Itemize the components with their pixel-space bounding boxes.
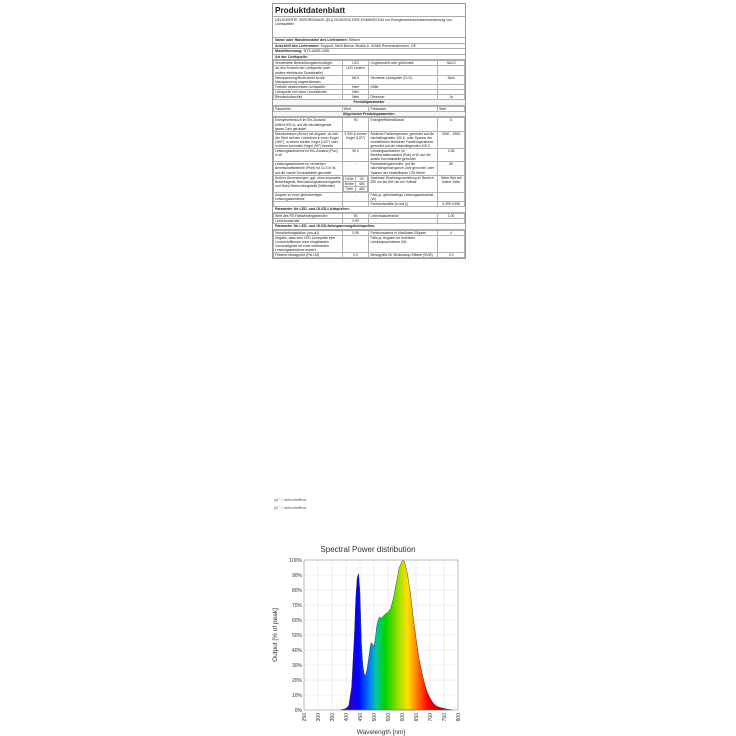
param-name (369, 218, 438, 223)
chart-title: Spectral Power distribution (320, 545, 416, 554)
x-tick-label: 350 (329, 713, 336, 722)
y-axis-label: Output [% of peak] (272, 608, 279, 662)
y-tick-label: 70% (291, 602, 302, 609)
param-name: Wert des R9-Farbwiedergabeindex (274, 213, 343, 218)
param-value: Nein (342, 84, 369, 89)
param-value: 90,0 (342, 149, 369, 162)
param-name: Ungebündelt oder gebündelt: (369, 61, 438, 66)
product-datasheet (272, 3, 466, 259)
param-value: NDLS (438, 61, 465, 66)
param-value: 90 (342, 118, 369, 131)
x-tick-label: 750 (441, 713, 448, 722)
param-name: Leistungsaufnahme im Ein-Zustand (Pon) in W (274, 149, 343, 162)
general-param-row (274, 149, 465, 162)
param-value: - (438, 235, 465, 252)
param-value: G (438, 118, 465, 131)
type-table (273, 60, 465, 100)
param-name: Angabe zu einer gleichwertigen Leistungsaufnahme (274, 192, 343, 201)
param-value: Siehe Bild auf letzter Seite (438, 175, 465, 192)
param-name: Blendschutzschild (274, 95, 343, 100)
type-row (274, 75, 465, 84)
general-param-row (274, 202, 465, 207)
param-name: Farbkonsistenz in MacAdam-Ellipsen (369, 230, 438, 235)
param-value: - (438, 192, 465, 201)
datasheet-title: Produktdatenblatt (273, 4, 465, 17)
x-tick-label: 500 (371, 713, 378, 722)
model-label: Modellkennung: (275, 49, 303, 54)
param-name: Ähnliche Farbtemperatur, gerundet auf die nächstliegenden 100 K, oder Spanne der einstellbaren ähnlichen Farbtemperaturen, gerundet auf die nächstliegenden 100 K (369, 131, 438, 148)
param-value: - (438, 84, 465, 89)
param-value: 0,0 (438, 253, 465, 258)
param-value: Nein (342, 89, 369, 94)
param-value: Nein (438, 75, 465, 84)
dimension-name: Breite (345, 181, 354, 186)
param-value: LED Leisten (342, 66, 369, 75)
param-name: Verwendete Beleuchtungstechnologie: (274, 61, 343, 66)
supplier-label: Name oder Handelsmarke des Lieferanten: (275, 38, 348, 42)
y-tick-label: 0% (294, 707, 302, 714)
mains-param-row (274, 253, 465, 258)
x-tick-label: 650 (413, 713, 420, 722)
param-value: 3 500 in breiter Kegel (120°) (342, 131, 369, 148)
param-value: 0,399 0,396 (438, 202, 465, 207)
x-tick-label: 400 (343, 713, 350, 722)
param-value (438, 218, 465, 223)
param-value: 80 (342, 213, 369, 218)
param-header-2: Parameter (369, 106, 438, 111)
param-name (274, 202, 343, 207)
param-value: 0,0 (342, 253, 369, 258)
led-param-row (274, 218, 465, 223)
param-value: 4 (438, 230, 465, 235)
general-param-row (274, 175, 465, 192)
param-header-1: Parameter (274, 106, 343, 111)
param-value: Nein (342, 95, 369, 100)
param-name: Art des Sockels der Lichtquelle (oder andere elektrische Schnittstelle) (274, 66, 343, 75)
x-tick-label: 800 (455, 713, 462, 722)
param-name: Angabe, dass eine LED-Lichtquelle eine Leuchtstofflampe ohne eingebautes Vorschaltgerät mit einer bestimmten Leistungsaufnahme ersetzt. (274, 235, 343, 252)
general-params-title: Allgemeine Produktparameter: (273, 112, 465, 118)
param-name: Flimmer-Messgröße (Pst LM) (274, 253, 343, 258)
led-table (273, 213, 465, 224)
param-name: Energieeffizienzklasse (369, 118, 438, 131)
param-value: 1,00 (438, 213, 465, 218)
dimension-value: 480 (356, 186, 368, 191)
address-label: Anschrift des Lieferanten: (275, 43, 320, 48)
x-tick-label: 550 (385, 713, 392, 722)
x-tick-label: 450 (357, 713, 364, 722)
param-value (438, 66, 465, 75)
param-value: 0,99 (342, 218, 369, 223)
mains-params-title: Parameter für LED- und OLED-Netzspannungslichtquellen: (273, 224, 465, 230)
mains-param-row (274, 235, 465, 252)
param-name: Messgröße für Stroboskop-Effekte (SVM) (369, 253, 438, 258)
dimension-value: 480 (356, 181, 368, 186)
footnote-b: (b) "-": nicht zutreffend; (274, 506, 307, 510)
param-value: Ja (438, 95, 465, 100)
param-value (342, 202, 369, 207)
regulation-text: DELEGIERTE VERORDNUNG (EU) 2019/2015 DER KOMMISSION zur Energieverbrauchskennzeichnung von Lichtquellen (273, 17, 465, 38)
param-name: Farbwiedergabeindex, auf die nächstfolgende ganze Zahl gerundet, oder Spanne der einstellbaren CRI-Werte (369, 162, 438, 175)
y-tick-label: 100% (289, 557, 302, 564)
x-tick-label: 300 (315, 713, 322, 722)
y-tick-labels (289, 558, 302, 714)
model-value: NTS-A00E-43W (303, 49, 330, 54)
param-name: Vernetzte Lichtquelle (CLS): (369, 75, 438, 84)
value-header-2: Wert (438, 106, 465, 111)
y-tick-label: 80% (291, 587, 302, 594)
general-table (273, 117, 465, 207)
param-value (342, 175, 369, 192)
x-tick-label: 250 (301, 713, 308, 722)
dimension-name: Höhe (343, 176, 355, 181)
param-name: Netzspannung/Nicht direkt an die Netzspannung angeschlossen: (274, 75, 343, 84)
param-value: LED (342, 61, 369, 66)
param-name: Spektrale Strahlungsverteilung im Bereich 250 nm bis 800 nm bei Volllast (369, 175, 438, 192)
param-name: Energieverbrauch im Ein-Zustand (kWh/1000 h), auf die nächstfolgende ganze Zahl gerundet (274, 118, 343, 131)
param-name: Leistungsaufnahme im vernetzten Bereitschaftsbetrieb (Pnet) für CLS in W, auf die zweite Dezimalstelle gerundet (274, 162, 343, 175)
supplier-value: Nelsen (348, 38, 361, 42)
y-tick-label: 50% (291, 632, 302, 639)
type-section-title: Art der Lichtquelle: (273, 55, 465, 61)
footnotes (274, 496, 307, 512)
general-param-row (274, 192, 465, 201)
general-param-row (274, 131, 465, 148)
general-param-row (274, 118, 465, 131)
mains-table (273, 230, 465, 259)
dimension-value: 00 (356, 176, 368, 181)
x-tick-label: 700 (427, 713, 434, 722)
led-params-title: Parameter für LED- und OLED-Lichtquellen: (273, 207, 465, 213)
y-tick-label: 60% (291, 617, 302, 624)
param-name: Farbwertanteile (x und y) (369, 202, 438, 207)
param-name: Lichtquelle mit hoher Leuchtdichte: (274, 89, 343, 94)
param-name: Leistungsaufnahme im Bereitschaftszustand (Psb) in W, auf die zweite Dezimalstelle gerundet (369, 149, 438, 162)
param-value: 3000…6500 (438, 131, 465, 148)
param-name: Nutzlichtstrom (Φuse) mit Angabe, ob sich der Wert auf den Lichtstrom in einer Kugel (360°), in einem breiten Kegel (120°) oder in einem schmalen Kegel (90°) bezieht (274, 131, 343, 148)
param-name: Dimmbar: (369, 95, 438, 100)
param-name: Hülle: (369, 84, 438, 89)
param-value: MLS (342, 75, 369, 84)
param-name (369, 66, 438, 75)
x-tick-label: 600 (399, 713, 406, 722)
y-tick-label: 10% (291, 692, 302, 699)
param-value: - (342, 235, 369, 252)
product-params-title: Produktparameter (273, 100, 465, 106)
y-tick-label: 30% (291, 662, 302, 669)
param-value: 0,38 (438, 149, 465, 162)
footnote-a: (a) "-": nicht zutreffend; (274, 498, 307, 502)
param-name: Verschiebungsfaktor (cos φ1) (274, 230, 343, 235)
param-name: Farblich abstimmbare Lichtquelle: (274, 84, 343, 89)
param-name: Falls ja, Angabe zur ersetzten Leistungsaufnahme (W) (369, 235, 438, 252)
param-value: - (342, 192, 369, 201)
type-row (274, 95, 465, 100)
spectral-chart (268, 540, 464, 736)
general-param-row (274, 162, 465, 175)
x-tick-labels (302, 713, 462, 722)
value-header-1: Wert (342, 106, 369, 111)
dimension-name: Tiefe (343, 186, 355, 191)
y-tick-label: 40% (291, 647, 302, 654)
param-value: 0,95 (342, 230, 369, 235)
param-value: - (342, 162, 369, 175)
x-axis-label: Wavelength [nm] (356, 729, 406, 736)
param-value: 80 (438, 162, 465, 175)
param-name: Lichtstromerhalt (274, 218, 343, 223)
y-tick-label: 20% (291, 677, 302, 684)
y-tick-label: 90% (291, 572, 302, 579)
type-row (274, 66, 465, 75)
param-name: Lebensdauerfaktor (369, 213, 438, 218)
param-name: Äußere Abmessungen, ggf. ohne separates Betriebsgerät, Beleuchtungssteuerungsteile und Nicht-Beleuchtungsteile (Millimeter) (274, 175, 343, 192)
address-value: Support, Melli-Beese-Straße 6, 41569 Rommerskirchen, DE (320, 43, 417, 48)
param-name: Falls ja, gleichwertige Leistungsaufnahme (W) (369, 192, 438, 201)
